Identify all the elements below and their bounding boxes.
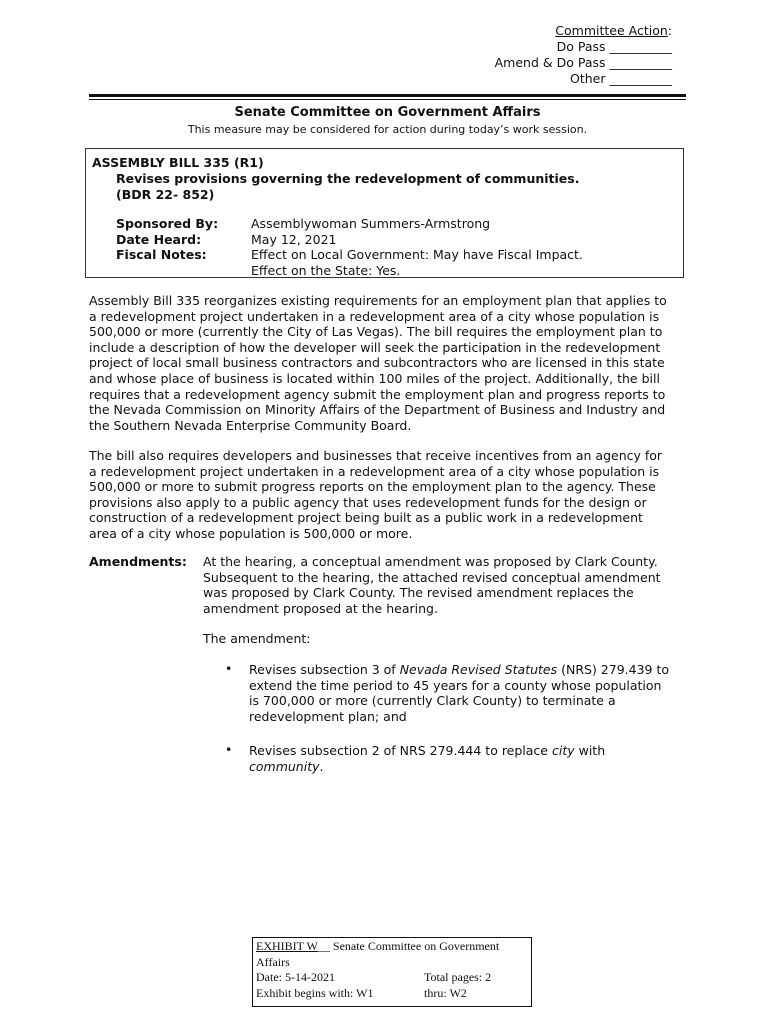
header-rule-thick: [89, 94, 686, 97]
amendment-intro: The amendment:: [203, 631, 311, 646]
bullet-2-marker: •: [225, 742, 233, 757]
summary-paragraph-1: Assembly Bill 335 reorganizes existing requirements for an employment plan that applies to a redevelopment project undertaken in a redevelopment area of a city whose population is 500,000 or more (currently the City of Las Vegas). The bill requires the employment plan to include a description of how the developer will seek the participation in the redevelopment project of local small business contractors and subcontractors who are licensed in this state and whose place of business is located within 100 miles of the project. Additionally, the bill requires that a redevelopment agency submit the employment plan and progress reports to the Nevada Commission on Minority Affairs of the Department of Business and Industry and the Southern Nevada Enterprise Community Board.: [89, 293, 667, 433]
bullet-2-text: Revises subsection 2 of NRS 279.444 to replace city with community.: [249, 743, 606, 774]
exhibit-row-2: Affairs: [256, 954, 290, 969]
fiscal-state-value: Effect on the State: Yes.: [251, 263, 401, 278]
bill-bdr: (BDR 22- 852): [116, 187, 215, 202]
fiscal-local-value: Effect on Local Government: May have Fiscal Impact.: [251, 247, 583, 262]
bill-summary-box: [85, 148, 684, 278]
do-pass-line: Do Pass __________: [556, 39, 672, 54]
header-rule-thin: [89, 99, 686, 100]
amendments-label: Amendments:: [89, 554, 187, 569]
sponsor-label: Sponsored By:: [116, 216, 219, 231]
committee-title: Senate Committee on Government Affairs: [234, 105, 541, 120]
exhibit-box: [252, 937, 532, 1007]
exhibit-row-3: Date: 5-14-2021 Total pages: 2: [256, 970, 492, 984]
date-heard-label: Date Heard:: [116, 232, 202, 247]
summary-paragraph-2: The bill also requires developers and businesses that receive incentives from an agency for a redevelopment project undertaken in a redevelopment area of a city whose population is 500,000 or more to submit progress reports on the employment plan to the agency. These provisions also apply to a public agency that uses redevelopment funds for the design or construction of a redevelopment project being built as a public work in a redevelopment area of a city whose population is 500,000 or more.: [89, 448, 663, 541]
bill-description: Revises provisions governing the redevelopment of communities.: [116, 171, 580, 186]
bullet-1-marker: •: [225, 661, 233, 676]
bullet-1-text: Revises subsection 3 of Nevada Revised Statutes (NRS) 279.439 to extend the time period to 45 years for a county whose population is 700,000 or more (currently Clark County) to terminate a redevelopment plan; and: [249, 662, 670, 724]
committee-action-heading: Committee Action:: [555, 23, 672, 38]
exhibit-row-4: Exhibit begins with: W1 thru: W2: [256, 985, 467, 1000]
amendments-description: At the hearing, a conceptual amendment was proposed by Clark County. Subsequent to the hearing, the attached revised conceptual amendment was proposed by Clark County. The revised amendment replaces the amendment proposed at the hearing.: [203, 554, 661, 616]
sponsor-value: Assemblywoman Summers-Armstrong: [251, 216, 491, 231]
bill-number: ASSEMBLY BILL 335 (R1): [92, 155, 264, 170]
work-session-note: This measure may be considered for action during today’s work session.: [187, 123, 588, 136]
other-line: Other __________: [570, 71, 672, 86]
date-heard-value: May 12, 2021: [251, 232, 337, 247]
fiscal-notes-label: Fiscal Notes:: [116, 247, 207, 262]
committee-action-block: [495, 23, 672, 87]
exhibit-row-1: EXHIBIT W__ Senate Committee on Government: [256, 939, 500, 953]
amend-do-pass-line: Amend & Do Pass __________: [494, 55, 672, 70]
